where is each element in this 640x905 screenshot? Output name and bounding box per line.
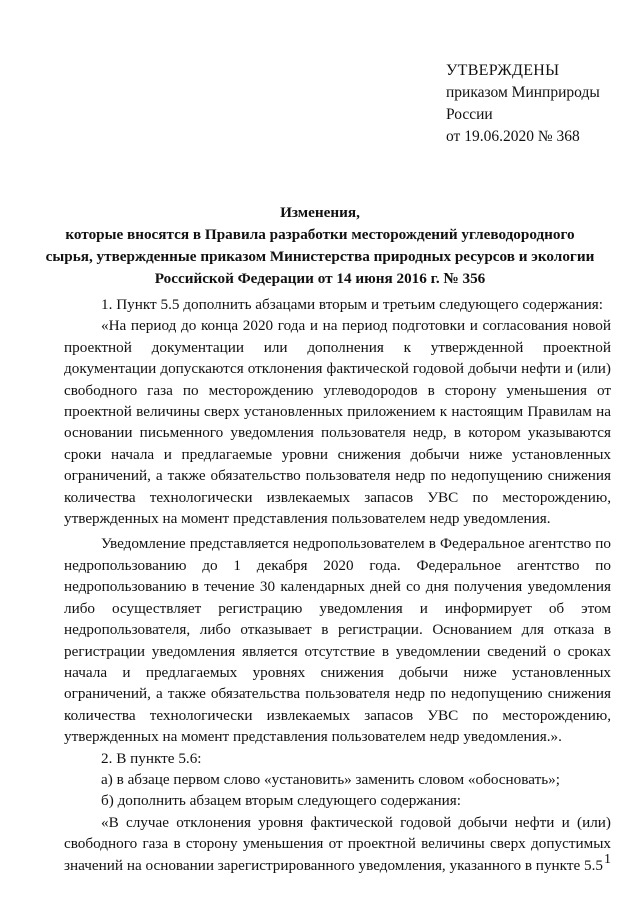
document-body	[64, 294, 611, 876]
paragraph-6: б) дополнить абзацем вторым следующего содержания:	[101, 792, 461, 810]
paragraph-4: 2. В пункте 5.6:	[101, 749, 202, 767]
title-line-1: Изменения,	[280, 204, 360, 221]
paragraph-5: а) в абзаце первом слово «установить» заменить словом «обосновать»;	[101, 770, 560, 788]
title-line-3: сырья, утвержденные приказом Министерства природных ресурсов и экологии	[45, 248, 595, 265]
paragraph-1: 1. Пункт 5.5 дополнить абзацами вторым и третьим следующего содержания:	[101, 296, 603, 313]
approval-stamp-block	[446, 60, 600, 148]
title-line-2: которые вносятся в Правила разработки месторождений углеводородного	[65, 226, 575, 243]
approval-country-line: России	[446, 106, 493, 123]
paragraph-2: «На период до конца 2020 года и на период подготовки и согласования новой проектной документации или дополнения к утвержденной проектной документации допускаются отклонения фактической годовой добычи нефти и (или) свободного газа по месторождению углеводородов в сторону уменьшения от проектной величины сверх установленных приложением к настоящим Правилам на основании письменного уведомления пользователя недр, в котором указываются сроки начала и предлагаемые уровни снижения добычи ниже установленных ограничений, а также обязательство пользователя недр по недопущению снижения количества технологически извлекаемых запасов УВС по месторождению, утвержденных на момент представления пользователем недр уведомления.	[64, 317, 611, 528]
document-title	[40, 202, 600, 290]
paragraph-7: «В случае отклонения уровня фактической годовой добычи нефти и (или) свободного газа в сторону уменьшения от проектной величины сверх допустимых значений на основании зарегистрированного уведомления, указанного в пункте 5.5	[64, 813, 611, 874]
approval-order-line: приказом Минприроды	[446, 84, 600, 101]
approval-date-line: от 19.06.2020 № 368	[446, 128, 580, 145]
paragraph-3: Уведомление представляется недропользователем в Федеральное агентство по недропользованию до 1 декабря 2020 года. Федеральное агентство по недропользованию в течение 30 календарных дней со дня получения уведомления либо осуществляет регистрацию уведомления и информирует об этом недропользователя, либо отказывает в регистрации. Основанием для отказа в регистрации уведомления является отсутствие в уведомлении сведений о сроках начала и предлагаемых уровнях снижения добычи ниже установленных ограничений, а также обязательства пользователя недр по недопущению снижения количества технологически извлекаемых запасов УВС по месторождению, утвержденных на момент представления пользователем недр уведомления.».	[64, 535, 611, 746]
approval-heading: УТВЕРЖДЕНЫ	[446, 62, 560, 79]
page-number: 1	[604, 852, 611, 867]
title-line-4: Российской Федерации от 14 июня 2016 г. № 356	[154, 270, 486, 287]
